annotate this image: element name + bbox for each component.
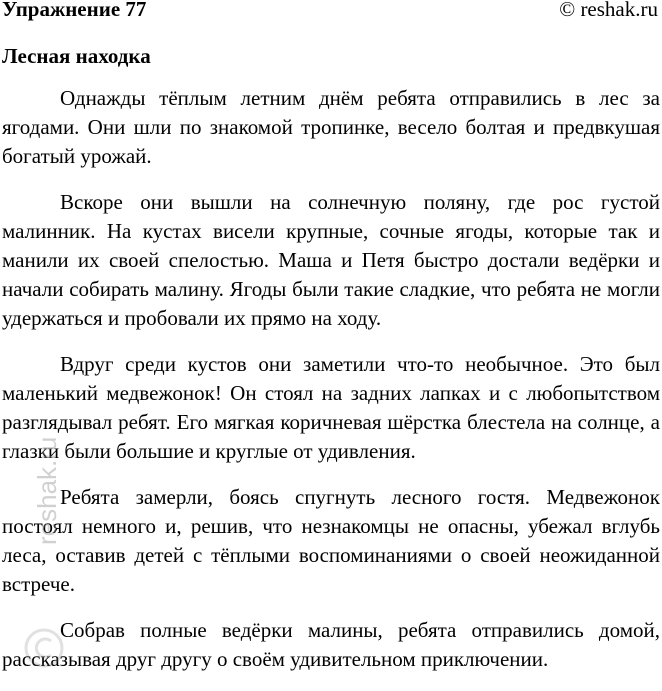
story-paragraph: Вскоре они вышли на солнечную поляну, где рос густой малинник. На кустах висели крупные, сочные ягоды, которые так и манили их своей спелостью. Маша и Петя быстро достали ведёрки и начали собирать малину. Ягоды были такие сладкие, что ребята не могли удержаться и пробовали их прямо на ходу.	[2, 190, 660, 330]
story-title: Лесная находка	[2, 44, 151, 68]
story-paragraph: Однажды тёплым летним днём ребята отправились в лес за ягодами. Они шли по знакомой тропинке, весело болтая и предвкушая богатый урожай.	[2, 86, 660, 168]
story-paragraph: Собрав полные ведёрки малины, ребята отправились домой, рассказывая друг другу о своём удивительном приключении.	[2, 618, 660, 671]
page-header	[0, 0, 662, 24]
story-paragraph: Ребята замерли, боясь спугнуть лесного гостя. Медвежонок постоял немного и, решив, что незнакомцы не опасны, убежал вглубь леса, оставив детей с тёплыми воспоминаниями о своей неожиданной встрече.	[2, 485, 660, 596]
story-paragraph: Вдруг среди кустов они заметили что-то необычное. Это был маленький медвежонок! Он стоял на задних лапках и с любопытством разглядывал ребят. Его мягкая коричневая шёрстка блестела на солнце, а глазки были большие и круглые от удивления.	[2, 352, 660, 463]
site-credit: © reshak.ru	[559, 0, 658, 21]
watermark-text: reshak.ru	[32, 436, 62, 545]
story-body	[2, 84, 660, 691]
exercise-title: Упражнение 77	[2, 0, 147, 21]
